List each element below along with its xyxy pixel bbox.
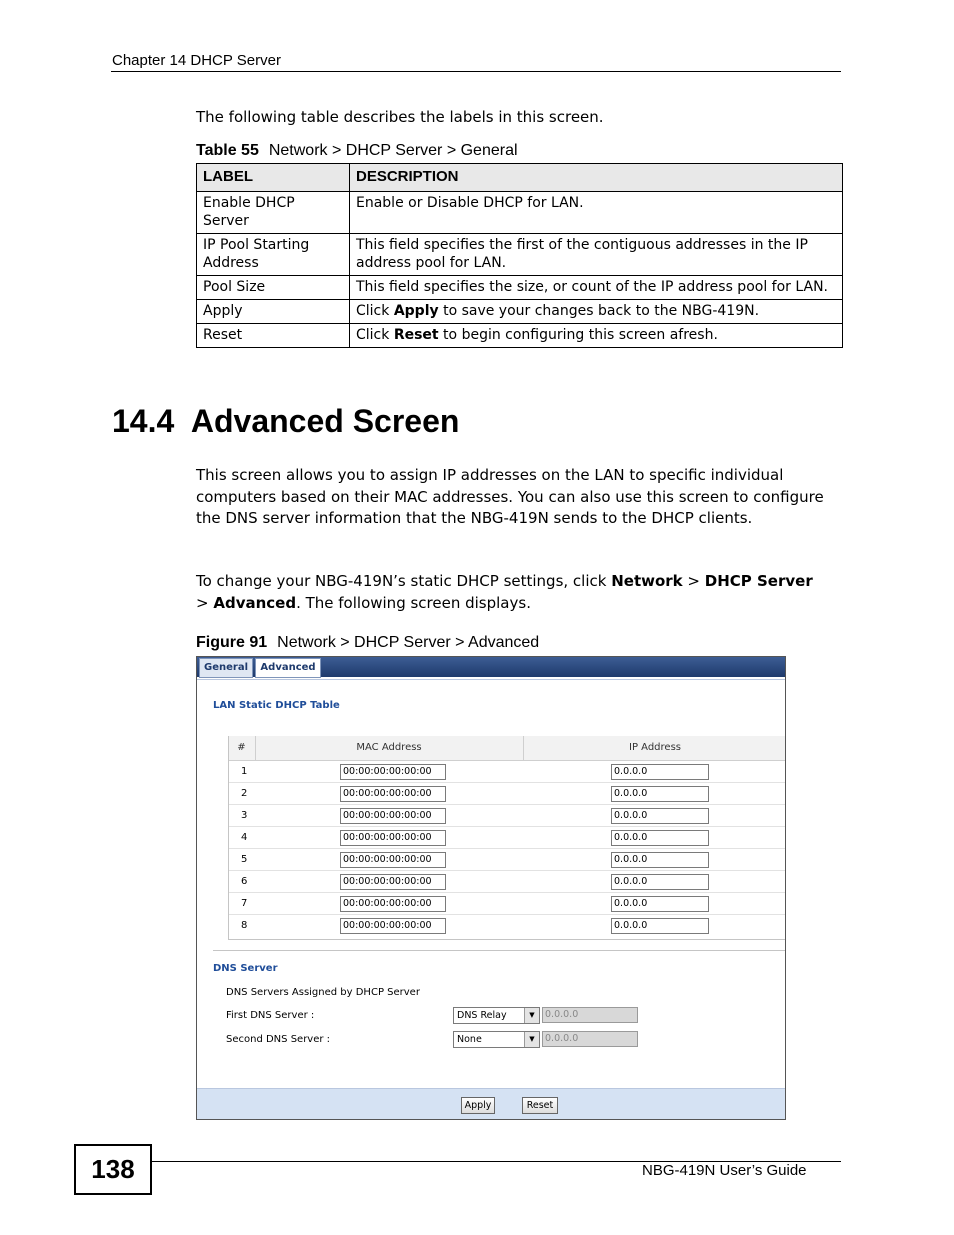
apply-button[interactable]: Apply	[461, 1097, 495, 1114]
table-row	[229, 761, 786, 783]
description-text: This field specifies the first of the contiguous addresses in the IP address pool for LAN.	[356, 237, 808, 271]
row-description	[350, 300, 843, 324]
mac-address-input[interactable]: 00:00:00:00:00:00	[340, 874, 446, 890]
table-row	[229, 805, 786, 827]
description-text: Enable or Disable DHCP for LAN.	[356, 195, 584, 211]
table-row	[197, 234, 843, 276]
reset-button[interactable]: Reset	[522, 1097, 558, 1114]
ip-address-input[interactable]: 0.0.0.0	[611, 852, 709, 868]
ip-address-input[interactable]: 0.0.0.0	[611, 764, 709, 780]
intro-text: The following table describes the labels in this screen.	[196, 108, 604, 126]
first-dns-mode-value: DNS Relay	[457, 1010, 507, 1021]
table-row	[197, 276, 843, 300]
dns-server-title: DNS Server	[213, 963, 278, 974]
mac-address-input[interactable]: 00:00:00:00:00:00	[340, 808, 446, 824]
ip-address-input[interactable]: 0.0.0.0	[611, 808, 709, 824]
description-text: Click	[356, 327, 394, 343]
row-description	[350, 324, 843, 348]
col-ip-header: IP Address	[629, 742, 681, 753]
label-column-header: LABEL	[197, 164, 350, 192]
col-mac-header: MAC Address	[356, 742, 422, 753]
description-column-header: DESCRIPTION	[350, 164, 843, 192]
row-number: 7	[241, 898, 248, 909]
table-caption	[196, 142, 518, 160]
row-number: 2	[241, 788, 248, 799]
lan-static-dhcp-title: LAN Static DHCP Table	[213, 700, 340, 711]
mac-address-input[interactable]: 00:00:00:00:00:00	[340, 852, 446, 868]
description-text: to begin configuring this screen afresh.	[438, 327, 718, 343]
description-text: Click	[356, 303, 394, 319]
table-row	[229, 893, 786, 915]
page-number: 138	[74, 1144, 152, 1195]
table-caption-label: Table 55	[196, 142, 259, 159]
advanced-screen-figure	[196, 656, 786, 1120]
menu-dhcp-server: DHCP Server	[704, 572, 813, 590]
ip-address-input[interactable]: 0.0.0.0	[611, 918, 709, 934]
row-number: 6	[241, 876, 248, 887]
description-bold: Reset	[393, 327, 439, 343]
row-label: Pool Size	[197, 276, 350, 300]
static-dhcp-table	[228, 736, 786, 940]
tab-advanced[interactable]: Advanced	[255, 658, 321, 678]
section-divider	[213, 950, 785, 951]
second-dns-ip-input: 0.0.0.0	[542, 1031, 638, 1047]
ip-address-input[interactable]: 0.0.0.0	[611, 830, 709, 846]
figure-caption-label: Figure 91	[196, 634, 268, 651]
mac-address-input[interactable]: 00:00:00:00:00:00	[340, 764, 446, 780]
table-header-row	[197, 164, 843, 192]
row-number: 1	[241, 766, 248, 777]
table-row	[229, 915, 786, 936]
dns-assigned-label: DNS Servers Assigned by DHCP Server	[226, 987, 420, 998]
row-number: 4	[241, 832, 248, 843]
table-row	[197, 324, 843, 348]
menu-advanced: Advanced	[213, 593, 297, 612]
description-text: to save your changes back to the NBG-419N.	[438, 303, 760, 319]
tab-general[interactable]: General	[199, 658, 253, 678]
first-dns-ip-input: 0.0.0.0	[542, 1007, 638, 1023]
figure-caption	[196, 634, 539, 652]
tab-bar	[197, 657, 785, 677]
advanced-screen-description: This screen allows you to assign IP addresses on the LAN to specific individual computers based on their MAC addresses. You can also use this screen to configure the DNS server information that the NBG-419N sends to the DHCP clients.	[196, 466, 824, 527]
row-description	[350, 234, 843, 276]
table-row	[229, 871, 786, 893]
mac-address-input[interactable]: 00:00:00:00:00:00	[340, 896, 446, 912]
row-description	[350, 192, 843, 234]
static-dhcp-header	[229, 736, 786, 761]
second-dns-mode-select[interactable]	[453, 1031, 540, 1048]
mac-address-input[interactable]: 00:00:00:00:00:00	[340, 830, 446, 846]
instruction-text: To change your NBG-419N’s static DHCP settings, click	[196, 572, 612, 590]
instruction-text: >	[196, 593, 214, 612]
navigation-instructions	[196, 571, 846, 614]
mac-address-input[interactable]: 00:00:00:00:00:00	[340, 918, 446, 934]
row-label: IP Pool Starting Address	[197, 234, 350, 276]
header-rule	[111, 71, 841, 72]
row-description	[350, 276, 843, 300]
ip-address-input[interactable]: 0.0.0.0	[611, 896, 709, 912]
section-title: 14.4 Advanced Screen	[112, 403, 460, 439]
col-number-header: #	[237, 742, 246, 753]
chapter-header: Chapter 14 DHCP Server	[112, 52, 281, 69]
second-dns-mode-value: None	[457, 1034, 482, 1045]
table-row	[229, 827, 786, 849]
row-label: Apply	[197, 300, 350, 324]
table-row	[229, 849, 786, 871]
table-row	[197, 300, 843, 324]
menu-network: Network	[611, 572, 683, 590]
figure-caption-text: Network > DHCP Server > Advanced	[277, 634, 540, 651]
row-number: 8	[241, 920, 248, 931]
instruction-text: . The following screen displays.	[296, 593, 531, 612]
row-label: Reset	[197, 324, 350, 348]
table-caption-text: Network > DHCP Server > General	[268, 142, 518, 159]
chevron-down-icon: ▼	[524, 1008, 539, 1023]
second-dns-label: Second DNS Server :	[226, 1034, 331, 1045]
mac-address-input[interactable]: 00:00:00:00:00:00	[340, 786, 446, 802]
guide-title: NBG-419N User’s Guide	[642, 1162, 807, 1179]
description-bold: Apply	[393, 303, 439, 319]
button-bar	[197, 1088, 785, 1120]
first-dns-mode-select[interactable]	[453, 1007, 540, 1024]
table-row	[197, 192, 843, 234]
description-text: This field specifies the size, or count of the IP address pool for LAN.	[356, 279, 828, 295]
row-number: 5	[241, 854, 248, 865]
first-dns-label: First DNS Server :	[226, 1010, 315, 1021]
ip-address-input[interactable]: 0.0.0.0	[611, 874, 709, 890]
chevron-down-icon: ▼	[524, 1032, 539, 1047]
label-description-table	[196, 163, 843, 348]
ip-address-input[interactable]: 0.0.0.0	[611, 786, 709, 802]
instruction-text: >	[682, 572, 705, 590]
tab-divider	[197, 679, 785, 680]
row-label: Enable DHCP Server	[197, 192, 350, 234]
row-number: 3	[241, 810, 248, 821]
table-row	[229, 783, 786, 805]
